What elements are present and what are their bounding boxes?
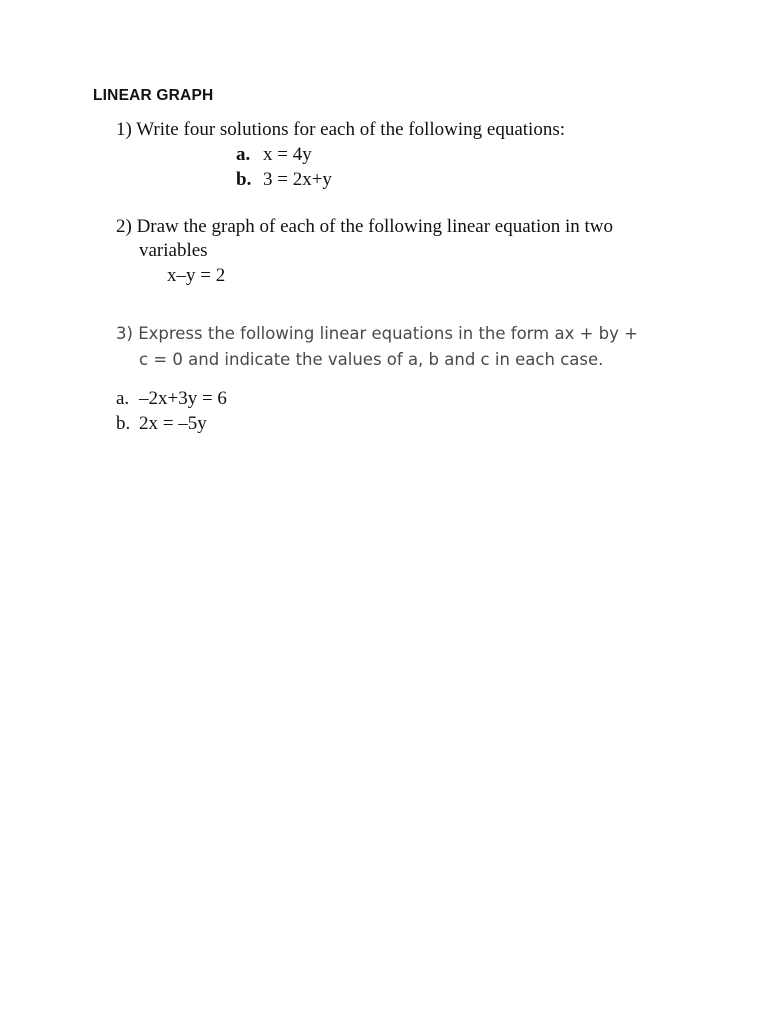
item-label: a. — [236, 144, 251, 165]
question-1-text: Write four solutions for each of the following equations: — [136, 119, 565, 140]
question-2-equation: x–y = 2 — [167, 265, 226, 286]
item-label: b. — [116, 413, 131, 434]
question-2-text-line2: variables — [139, 240, 208, 261]
question-3-item-b — [116, 414, 207, 433]
question-3 — [116, 326, 638, 343]
item-equation: 3 = 2x+y — [263, 169, 332, 190]
question-3-item-a — [116, 389, 227, 408]
question-3-number: 3) — [116, 324, 133, 343]
question-3-text-line2: c = 0 and indicate the values of a, b and c in each case. — [139, 350, 604, 369]
page-title: LINEAR GRAPH — [93, 87, 214, 104]
question-2 — [116, 217, 613, 236]
question-1-item-a — [236, 145, 312, 164]
question-1 — [116, 120, 565, 139]
item-equation: x = 4y — [263, 144, 312, 165]
question-3-text-line1: Express the following linear equations in the form ax + by + — [138, 324, 638, 343]
item-label: a. — [116, 388, 130, 409]
item-equation: 2x = –5y — [139, 413, 207, 434]
question-1-number: 1) — [116, 119, 132, 140]
item-equation: –2x+3y = 6 — [139, 388, 227, 409]
question-1-item-b — [236, 170, 332, 189]
item-label: b. — [236, 169, 252, 190]
question-2-number: 2) — [116, 216, 132, 237]
question-2-text-line1: Draw the graph of each of the following linear equation in two — [136, 216, 614, 237]
